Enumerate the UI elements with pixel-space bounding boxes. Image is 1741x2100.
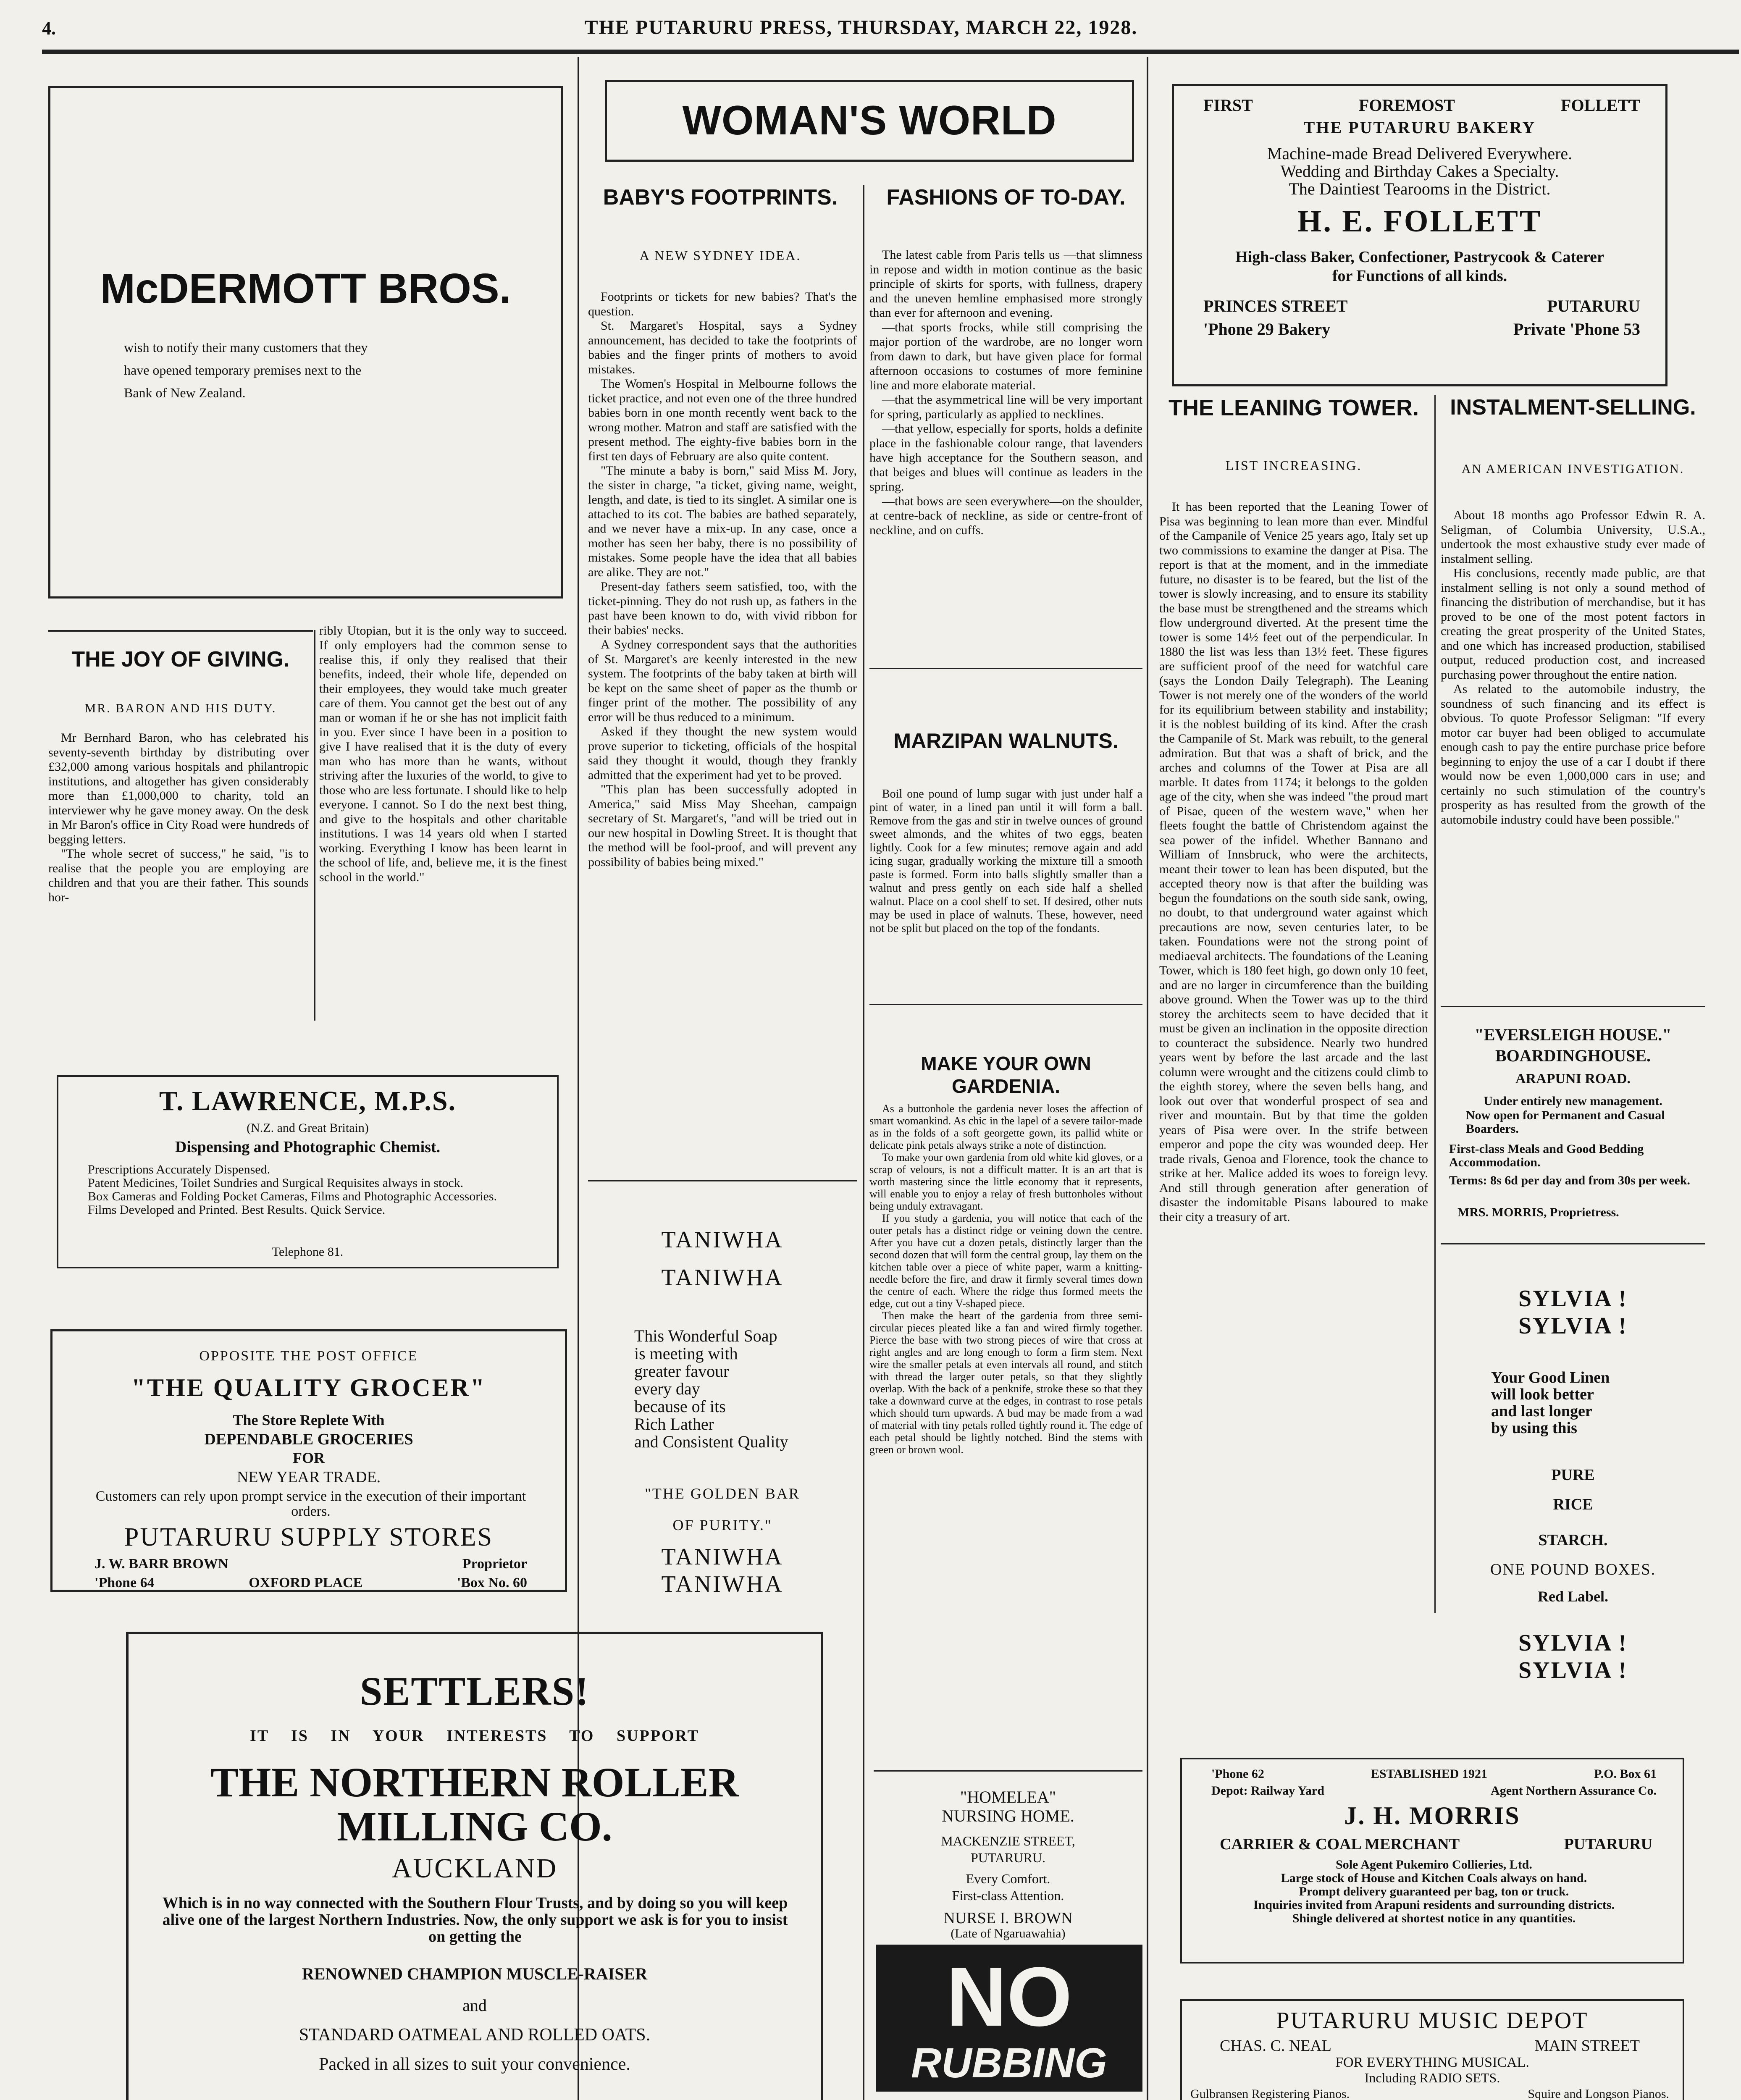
bakery-line: Wedding and Birthday Cakes a Specialty. <box>1280 162 1559 181</box>
fashions-body <box>869 248 1142 538</box>
bakery-lines <box>1174 145 1665 198</box>
lawrence-line: Patent Medicines, Toilet Sundries and Surgical Requisites always in stock. <box>88 1176 464 1190</box>
instalment-body <box>1441 508 1705 827</box>
paragraph: As a buttonhole the gardenia never loses the affection of smart womankind. As chic in the lapel of a severe tailor-made as in the folds of a soft georgette gown, its pallid white or delicate pink petals always strike a note of distinction. <box>869 1102 1142 1151</box>
grocer-store: PUTARURU SUPPLY STORES <box>124 1523 494 1551</box>
babys-subhead: A NEW SYDNEY IDEA. <box>639 248 801 263</box>
section-rule <box>874 1770 1142 1772</box>
bakery-ad <box>1172 84 1667 386</box>
lawrence-lines <box>88 1163 546 1217</box>
morris-lines <box>1199 1858 1669 1925</box>
bakery-first: FIRST <box>1203 96 1253 115</box>
sylvia-line: Your Good Linen <box>1491 1369 1610 1386</box>
lawrence-role: Dispensing and Photographic Chemist. <box>175 1138 441 1156</box>
paragraph: ribly Utopian, but it is the only way to succeed. If only employers had the common sense to realise this, if only they realised that their benefits, indeed, their whole life, depended on their employees, they would take much greater care of them. You cannot get the best out of any man or woman if he or she has not implicit faith in you. Ever since I have been in a position to give I have realised that it is the duty of every man who has more than he wants, without striving after the luxuries of the world, to give to those who are less fortunate. I should like to help everyone. I cannot. So I do the next best thing, and give to the hospitals and other charitable institutions. I was 14 years old when I started working. Everything I know has been learnt in the school of life, and, believe me, it is the finest school in the world." <box>319 624 567 884</box>
music-l3a: Gulbransen Registering Pianos. <box>1190 2087 1350 2100</box>
babys-body <box>588 290 857 869</box>
marzipan-body <box>869 788 1142 935</box>
bakery-name: THE PUTARURU BAKERY <box>1303 118 1536 137</box>
grocer-title: "THE QUALITY GROCER" <box>131 1374 486 1402</box>
eversleigh-road: ARAPUNI ROAD. <box>1515 1071 1631 1087</box>
taniwha-line: and Consistent Quality <box>634 1432 788 1451</box>
eversleigh-name: "EVERSLEIGH HOUSE." <box>1474 1025 1672 1044</box>
laundry-message <box>876 2092 1142 2100</box>
sylvia-label: Red Label. <box>1537 1588 1608 1605</box>
column-rule <box>1147 57 1148 2100</box>
bakery-street: PRINCES STREET <box>1203 297 1348 315</box>
eversleigh-l3: First-class Meals and Good Bedding Accommodation. <box>1449 1142 1644 1169</box>
taniwha-golden1: "THE GOLDEN BAR <box>645 1485 800 1502</box>
homelea-town: PUTARURU. <box>971 1850 1045 1865</box>
paragraph: St. Margaret's Hospital, says a Sydney announcement, has decided to take the footprints of babies and the finger prints of mothers to avoid mistakes. <box>588 319 857 376</box>
section-rule <box>1441 1006 1705 1007</box>
tower-headline: THE LEANING TOWER. <box>1168 395 1419 420</box>
sylvia-line: and last longer <box>1491 1402 1592 1420</box>
gardenia-body <box>869 1102 1142 1456</box>
bakery-town: PUTARURU <box>1547 297 1640 315</box>
morris-line: Large stock of House and Kitchen Coals always on hand. <box>1281 1871 1587 1885</box>
bakery-phone1: 'Phone 29 Bakery <box>1203 320 1331 339</box>
mcdermott-text <box>124 336 527 404</box>
lawrence-ad <box>57 1075 559 1268</box>
taniwha-line: This Wonderful Soap <box>634 1326 777 1345</box>
settlers-city: AUCKLAND <box>391 1853 558 1884</box>
morris-est: ESTABLISHED 1921 <box>1371 1767 1487 1781</box>
grocer-owner-row <box>95 1556 527 1572</box>
paragraph: Boil one pound of lump sugar with just under half a pint of water, in a lined pan until it will form a ball. Remove from the gas and stir in twelve ounces of ground sweet almonds, and the whites of two eggs, beaten lightly. Cook for a few minutes; remove again and add icing sugar, gradually working the mixture till a smooth paste is formed. Form into balls slightly smaller than a walnut and press gently on each side half a shelled walnut. Place on a cool shelf to set. If desired, other nuts may be used in place of walnuts. These, however, need not be split but placed on the top of the fondants. <box>869 788 1142 935</box>
mcdermott-name: McDERMOTT BROS. <box>100 265 511 312</box>
paragraph: "The minute a baby is born," said Miss M. Jory, the sister in charge, "a ticket, giving name, weight, length, and date, is tied to its singlet. A similar one is attached to its cot. The babies are bathed separately, and we never have a mix-up. In any case, once a mother has seen her baby, there is no possibility of mistakes. Some people have the idea that all babies are alike. They are not." <box>588 464 857 579</box>
taniwha-t3: TANIWHA <box>661 1544 784 1570</box>
morris-line: Shingle delivered at shortest notice in any quantities. <box>1292 1911 1576 1925</box>
bakery-l5: for Functions of all kinds. <box>1332 267 1507 285</box>
taniwha-t2: TANIWHA <box>661 1265 784 1291</box>
instalment-headline: INSTALMENT-SELLING. <box>1450 395 1696 420</box>
grocer-top: OPPOSITE THE POST OFFICE <box>199 1348 418 1364</box>
paragraph: —that the asymmetrical line will be very important for spring, particularly as applied to necklines. <box>869 393 1142 421</box>
laundry-no: NO <box>946 1950 1072 2044</box>
paragraph: —that sports frocks, while still comprising the major portion of the wardrobe, are no longer worn from dawn to dark, but have given place for formal afternoon occasions to costumes of more feminine line and more elaborate material. <box>869 320 1142 392</box>
grocer-l5: Customers can rely upon prompt service in the execution of their important orders. <box>95 1488 526 1519</box>
music-l1: FOR EVERYTHING MUSICAL. <box>1335 2055 1529 2070</box>
paragraph: —that yellow, especially for sports, holds a definite place in the fashionable colour range, that lavenders have high acceptance for the Southern season, and that beiges and blues will continue as leaders in the spring. <box>869 422 1142 494</box>
morris-top-row <box>1211 1767 1657 1781</box>
grocer-ad <box>50 1329 567 1592</box>
lawrence-line: Films Developed and Printed. Best Results. Quick Service. <box>88 1203 386 1217</box>
bakery-phone-row <box>1203 319 1640 339</box>
settlers-and: and <box>462 1996 487 2015</box>
grocer-l4: NEW YEAR TRADE. <box>236 1468 381 1486</box>
taniwha-line: is meeting with <box>634 1344 738 1363</box>
womans-world-title: WOMAN'S WORLD <box>682 97 1057 143</box>
lawrence-name: T. LAWRENCE, M.P.S. <box>159 1086 457 1116</box>
section-rule <box>869 668 1142 669</box>
bakery-phone2: Private 'Phone 53 <box>1513 320 1640 339</box>
grocer-owner-role: Proprietor <box>462 1556 527 1572</box>
sylvia-ad <box>1441 1285 1705 1683</box>
sylvia-starch: STARCH. <box>1538 1531 1608 1549</box>
morris-name: J. H. MORRIS <box>1344 1802 1520 1830</box>
column-rule <box>1434 395 1436 1613</box>
paragraph: A Sydney correspondent says that the authorities of St. Margaret's are keenly interested in the new system. The footprints of the baby taken at birth will be kept on the same sheet of paper as the thumb or finger print of the mother. The possibility of any error will be thus reduced to a minimum. <box>588 638 857 724</box>
lawrence-line: Box Cameras and Folding Pocket Cameras, Films and Photographic Accessories. <box>88 1189 497 1203</box>
lawrence-sub: (N.Z. and Great Britain) <box>247 1121 369 1135</box>
grocer-box: 'Box No. 60 <box>457 1575 527 1591</box>
joy-headline: THE JOY OF GIVING. <box>71 647 290 672</box>
eversleigh-l4: Terms: 8s 6d per day and from 30s per week. <box>1449 1173 1690 1187</box>
masthead-title: THE PUTARURU PRESS, THURSDAY, MARCH 22, 1928. <box>584 16 1138 39</box>
sylvia-rice: RICE <box>1553 1496 1593 1513</box>
paragraph: It has been reported that the Leaning Tower of Pisa was beginning to lean more than ever. Mindful of the Campanile of Venice 25 years ago, Italy set up two commissions to examine the danger at Pisa. The report is that at the moment, and in the immediate future, no disaster is to be feared, but the list of the tower is slowly increasing, and to ensure its stability the base must be strengthened and the streams which flow underground diverted. At the present time the tower is some 14½ feet out of the perpendicular. In 1880 the list was less than 13½ feet. These figures are sufficient proof of the need for watchful care (says the London Daily Telegraph). The Leaning Tower is not merely one of the wonders of the world for its equilibrium between stability and instability; it is the noblest building of its kind. After the crash the Campanile of St. Mark was rebuilt, to the general admiration. But that was a shaft of brick, and the arches and columns of the Tower at Pisa are all marble. It dates from 1174; it belongs to the golden age of the city, when she was indeed "the proud mart of Pisae, queen of the western wave," when her fleets fought the battle of Christendom against the sea power of the infidel. Whether Bannano and William of Innsbruck, who were the architects, meant their tower to lean has been disputed, but the accepted theory now is that after the building was begun the foundations on the south side sank, owing, no doubt, to that underground water against which precautions are now, seven centuries later, to be taken. Foundations were not the strong point of mediaeval architects. The foundations of the Leaning Tower, which is 180 feet high, go down only 10 feet, and are no larger in circumference than the building above ground. When the Tower was up to the third storey the architects seem to have decided that it must be given an inclination in the opposite direction to counteract the subsidence. Nearly two hundred years went by before the last arcade and the last column were wrought and the citizens could climb to the eighth storey, where the seven bells hang, and look out over that wonderful prospect of sea and river and mountain. But by that time the golden years of Pisa were over. In the strife between emperor and pope the city was wounded deep. Her trade rivals, Genoa and Florence, took the chance to strike at her. Malice added its woes to foreign levy. And still through generation after generation of disaster the indomitable Pisans laboured to make their city a treasury of art. <box>1159 500 1428 1224</box>
grocer-l2: DEPENDABLE GROCERIES <box>204 1431 413 1448</box>
bakery-top-row <box>1203 95 1640 115</box>
mcdermott-line: have opened temporary premises next to the <box>124 362 362 378</box>
bakery-follett: FOLLETT <box>1561 96 1640 115</box>
paragraph: Asked if they thought the new system would prove superior to ticketing, officials of the hospital said they thought it would, though they frankly admitted that the experiment had yet to be proved. <box>588 724 857 782</box>
lawrence-phone: Telephone 81. <box>272 1245 344 1259</box>
morris-role: CARRIER & COAL MERCHANT <box>1220 1835 1460 1853</box>
taniwha-line: Rich Lather <box>634 1415 714 1433</box>
music-l3b: Squire and Longson Pianos. <box>1528 2087 1669 2100</box>
eversleigh-type: BOARDINGHOUSE. <box>1495 1046 1651 1065</box>
tower-subhead: LIST INCREASING. <box>1225 458 1362 473</box>
morris-town: PUTARURU <box>1564 1835 1652 1853</box>
sylvia-line: will look better <box>1491 1386 1594 1403</box>
lawrence-line: Prescriptions Accurately Dispensed. <box>88 1163 270 1176</box>
paragraph: Present-day fathers seem satisfied, too, with the ticket-pinning. They do not rush up, as fathers in the past have been known to do, with vivid ribbon for their babies' necks. <box>588 580 857 637</box>
taniwha-line: greater favour <box>634 1362 729 1381</box>
mcdermott-line: wish to notify their many customers that they <box>124 340 368 355</box>
eversleigh-owner: MRS. MORRIS, Proprietress. <box>1457 1205 1619 1219</box>
paragraph: The Women's Hospital in Melbourne follows the ticket practice, and not even one of the three hundred babies born in one month recently went back to the wrong mother. Matron and staff are satisfied with the present method. The eighty-five babies born in the first ten days of February are also quite content. <box>588 377 857 463</box>
sylvia-body <box>1491 1369 1701 1436</box>
section-rule <box>1441 1243 1705 1244</box>
music-street: MAIN STREET <box>1534 2037 1640 2055</box>
music-ad <box>1180 1999 1684 2100</box>
mcdermott-ad <box>48 86 563 598</box>
settlers-body: Which is in no way connected with the Southern Flour Trusts, and by doing so you will keep alive one of the largest Northern Industries. Now, the only support we ask is for you to insist on getting the <box>162 1894 788 1945</box>
homelea-ad <box>874 1787 1142 1940</box>
column-rule <box>314 630 315 1021</box>
grocer-l1: The Store Replete With <box>233 1412 385 1428</box>
eversleigh-l1: Under entirely new management. <box>1484 1094 1662 1108</box>
bakery-street-row <box>1203 296 1640 316</box>
column-rule <box>863 185 864 2100</box>
homelea-name: "HOMELEA" <box>960 1788 1056 1806</box>
music-l2: Including RADIO SETS. <box>1364 2070 1500 2085</box>
sylvia-s2: SYLVIA ! <box>1518 1313 1628 1339</box>
homelea-nurse: NURSE I. BROWN <box>943 1909 1073 1927</box>
sylvia-s1: SYLVIA ! <box>1518 1286 1628 1312</box>
paragraph: "This plan has been successfully adopted in America," said Miss May Sheehan, campaign secretary of St. Margaret's, "and will be tried out in our new hospital in Dowling Street. It is thought that the method will be fool-proof, and will prevent any possibility of babies being mixed." <box>588 782 857 869</box>
paragraph: His conclusions, recently made public, are that instalment selling is not only a sound method of financing the distribution of merchandise, but it has proved to be one of the most potent factors in creating the great prosperity of the United States, and one which has increased production, stabilised output, reduced production cost, and increased purchasing power throughout the entire nation. <box>1441 566 1705 682</box>
taniwha-line: every day <box>634 1379 700 1398</box>
bakery-owner: H. E. FOLLETT <box>1297 204 1542 239</box>
laundry-rubbing: RUBBING <box>911 2040 1107 2087</box>
morris-line: Sole Agent Pukemiro Collieries, Ltd. <box>1336 1858 1532 1872</box>
morris-agent: Agent Northern Assurance Co. <box>1491 1784 1657 1798</box>
morris-depot-row <box>1211 1784 1657 1798</box>
paragraph: The latest cable from Paris tells us —that slimness in repose and width in motion continue as the basic principle of skirts for sports, with fullness, drapery and the uneven hemline emphasised more strongly than ever for afternoon and evening. <box>869 248 1142 320</box>
sylvia-pure: PURE <box>1551 1466 1595 1484</box>
paragraph: Footprints or tickets for new babies? That's the question. <box>588 290 857 318</box>
morris-ad <box>1180 1758 1684 1964</box>
grocer-owner: J. W. BARR BROWN <box>95 1556 228 1572</box>
joy-col1 <box>48 731 309 905</box>
sylvia-s3: SYLVIA ! <box>1518 1630 1628 1656</box>
taniwha-t1: TANIWHA <box>661 1227 784 1253</box>
bakery-line: The Daintiest Tearooms in the District. <box>1289 179 1551 198</box>
paragraph: "The whole secret of success," he said, "is to realise that the people you are employing are children and that you are their father. This sounds hor- <box>48 847 309 904</box>
bakery-line: Machine-made Bread Delivered Everywhere. <box>1267 144 1573 163</box>
bakery-l4: High-class Baker, Confectioner, Pastrycook & Caterer <box>1235 248 1604 266</box>
morris-line: Prompt delivery guaranteed per bag, ton or truck. <box>1299 1885 1569 1898</box>
settlers-company2: MILLING CO. <box>337 1803 612 1850</box>
settlers-product1: RENOWNED CHAMPION MUSCLE-RAISER <box>302 1964 648 1983</box>
paragraph: To make your own gardenia from old white kid gloves, or a scrap of velours, is not a difficult matter. It is an art that is worth mastering since the little economy that it represents, will enable you to enjoy a relay of fresh buttonholes without being unduly extravagant. <box>869 1151 1142 1212</box>
masthead-rule <box>42 50 1739 54</box>
paragraph: About 18 months ago Professor Edwin R. A. Seligman, of Columbia University, U.S.A., undertook the most exhaustive study ever made of instalment selling. <box>1441 508 1705 566</box>
homelea-street: MACKENZIE STREET, <box>941 1833 1075 1848</box>
morris-role-row <box>1220 1835 1652 1853</box>
section-rule <box>869 1004 1142 1005</box>
settlers-support: IT IS IN YOUR INTERESTS TO SUPPORT <box>250 1727 699 1745</box>
settlers-ad <box>126 1632 823 2100</box>
grocer-phone: 'Phone 64 <box>95 1575 155 1591</box>
paragraph: Then make the heart of the gardenia from three semi-circular pieces pleated like a fan and wired firmly together. Pierce the base with two strong pieces of wire that cross at right angles and are long enough to form a firm stem. Next wire the smaller petals at even intervals all round, and stitch with thread the larger outer petals, so that they slightly overlap. With the back of a penknife, stroke these so that they take a downward curve at the edges, in contrast to rose petals which should turn upwards. A bud may be made from a wad of material with tiny petals rolled tightly round it. The edge of each petal should be lightly notched. Bind the stems with green or brown wool. <box>869 1310 1142 1456</box>
paragraph: Mr Bernhard Baron, who has celebrated his seventy-seventh birthday by distributing over £32,000 among various hospitals and philantropic institutions, and altogether has given considerably more than £1,000,000 to charity, told an interviewer why he gave money away. On the desk in Mr Baron's office in City Road were hundreds of begging letters. <box>48 731 309 846</box>
grocer-l3: FOR <box>293 1449 325 1466</box>
homelea-l1: Every Comfort. <box>966 1871 1050 1886</box>
grocer-contact-row <box>95 1575 527 1591</box>
section-rule <box>588 1180 857 1181</box>
settlers-company: THE NORTHERN ROLLER <box>210 1759 739 1806</box>
music-l3-row <box>1190 2087 1669 2100</box>
morris-phone: 'Phone 62 <box>1211 1767 1264 1781</box>
laundry-ad <box>876 1945 1142 2100</box>
paragraph: As related to the automobile industry, the soundness of such financing and its effect is obvious. To quote Professor Seligman: "If every motor car buyer had been obliged to accumulate enough cash to pay the entire purchase price before beginning to enjoy the use of a car I doubt if there would now be even 1,000,000 cars in use; and certainly no such stimulation of the country's prosperity as has resulted from the growth of the automobile industry could have been possible." <box>1441 682 1705 827</box>
taniwha-body <box>634 1327 853 1451</box>
paragraph: If you study a gardenia, you will notice that each of the outer petals has a distinct ridge or veining down the centre. After you have cut a dozen petals, distinctly larger than the second dozen that will form the central group, lay them on the kitchen table over a piece of white paper, warm a knitting-needle before the fire, and draw it firmly several times down the centre of each. Where the ridge thus formed meets the edge, cut out a tiny V-shaped piece. <box>869 1212 1142 1310</box>
womans-world-banner <box>605 80 1134 162</box>
taniwha-t4: TANIWHA <box>661 1571 784 1597</box>
homelea-late: (Late of Ngaruawahia) <box>951 1927 1066 1940</box>
marzipan-headline: MARZIPAN WALNUTS. <box>893 729 1119 753</box>
taniwha-ad <box>588 1218 857 1617</box>
music-name: PUTARURU MUSIC DEPOT <box>1276 2008 1589 2034</box>
sylvia-boxes: ONE POUND BOXES. <box>1490 1561 1656 1578</box>
taniwha-golden2: OF PURITY." <box>672 1517 772 1533</box>
morris-pobox: P.O. Box 61 <box>1594 1767 1657 1781</box>
instalment-subhead: AN AMERICAN INVESTIGATION. <box>1461 462 1685 476</box>
paragraph: —that bows are seen everywhere—on the shoulder, at centre-back of neckline, as side or centre-front of neckline, and on cuffs. <box>869 494 1142 537</box>
settlers-product2: STANDARD OATMEAL AND ROLLED OATS. <box>299 2025 651 2045</box>
section-rule <box>48 630 313 632</box>
grocer-place: OXFORD PLACE <box>249 1575 363 1591</box>
fashions-headline: FASHIONS OF TO-DAY. <box>886 185 1126 210</box>
joy-col2 <box>319 624 567 885</box>
joy-subhead: MR. BARON AND HIS DUTY. <box>84 701 277 715</box>
mcdermott-line: Bank of New Zealand. <box>124 385 246 400</box>
gardenia-headline: MAKE YOUR OWN GARDENIA. <box>921 1053 1091 1097</box>
sylvia-s4: SYLVIA ! <box>1518 1657 1628 1683</box>
bakery-foremost: FOREMOST <box>1358 96 1455 115</box>
music-owner: CHAS. C. NEAL <box>1220 2037 1332 2055</box>
homelea-type: NURSING HOME. <box>942 1806 1074 1825</box>
settlers-packed: Packed in all sizes to suit your convenience. <box>319 2055 630 2074</box>
taniwha-line: because of its <box>634 1397 726 1416</box>
music-owner-row <box>1220 2037 1640 2055</box>
tower-body <box>1159 500 1428 1224</box>
eversleigh-l2: Now open for Permanent and Casual Boarders. <box>1466 1108 1665 1136</box>
page-number: 4. <box>42 18 56 39</box>
settlers-title: SETTLERS! <box>360 1669 590 1714</box>
morris-depot: Depot: Railway Yard <box>1211 1784 1324 1798</box>
homelea-l2: First-class Attention. <box>952 1888 1064 1903</box>
sylvia-line: by using this <box>1491 1419 1577 1437</box>
babys-headline: BABY'S FOOTPRINTS. <box>603 185 838 210</box>
morris-line: Inquiries invited from Arapuni residents and surrounding districts. <box>1253 1898 1615 1912</box>
eversleigh-ad <box>1441 1025 1705 1219</box>
